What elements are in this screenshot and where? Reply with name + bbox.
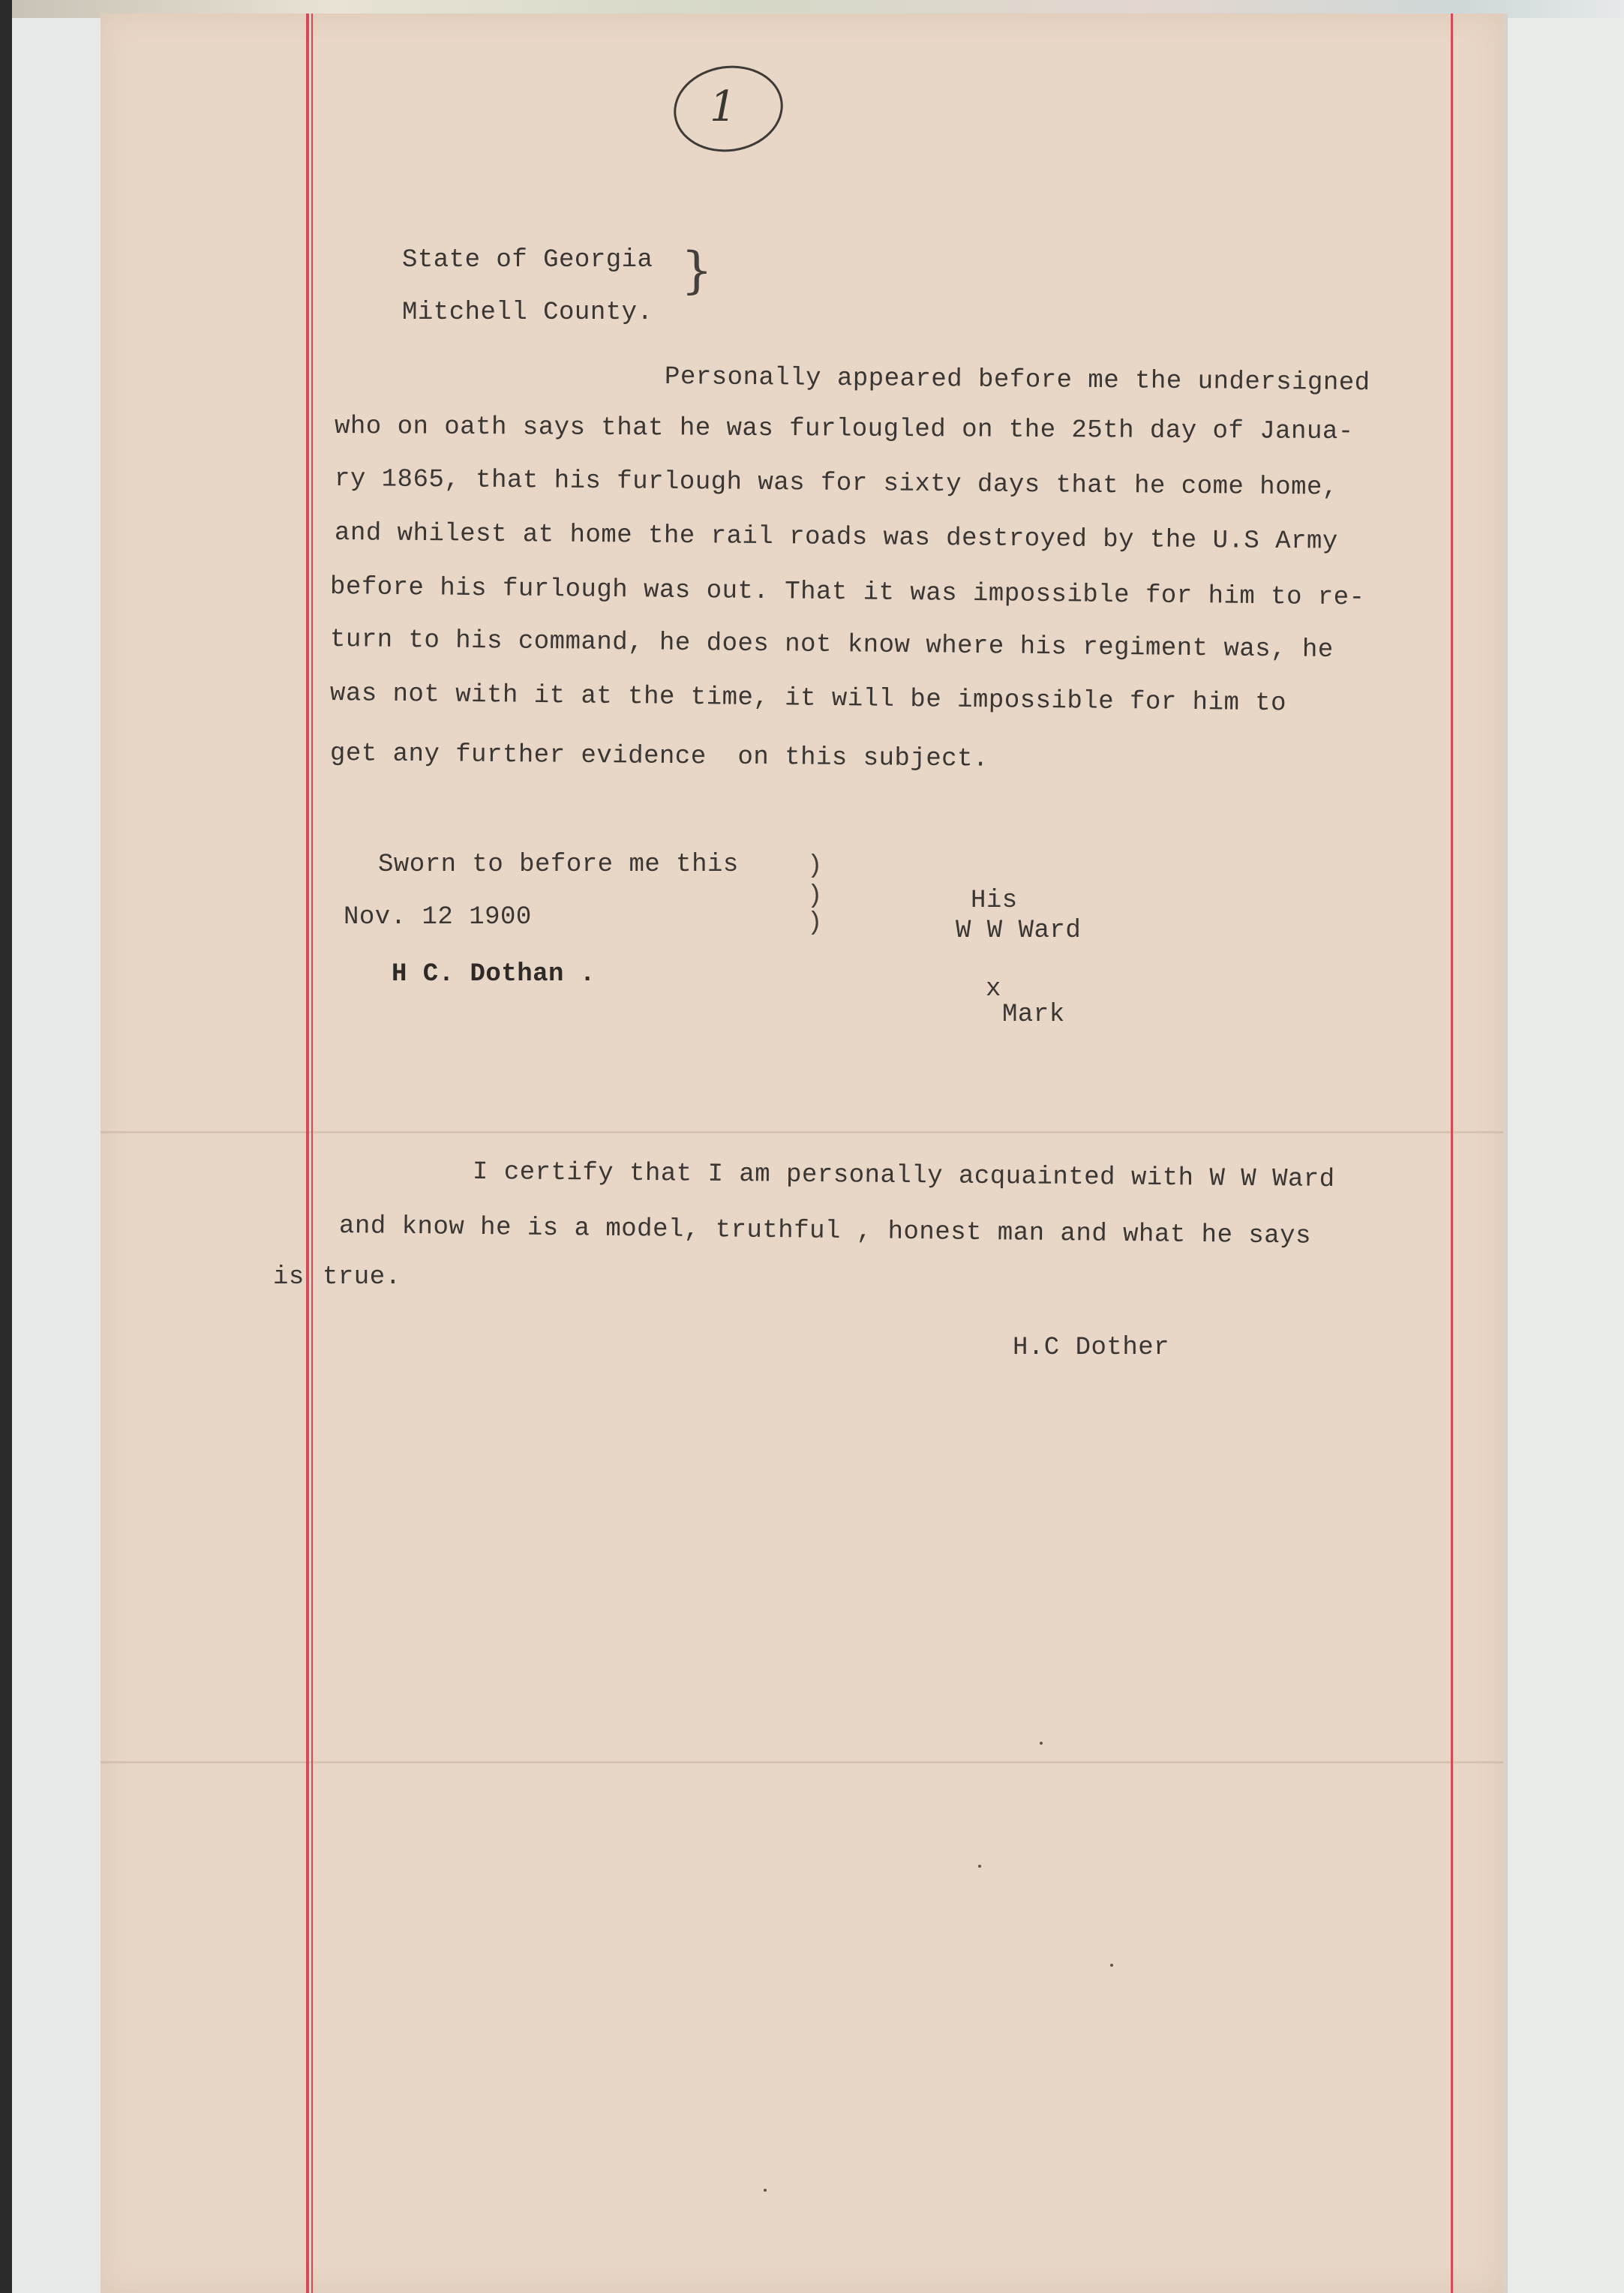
jurat-date: Nov. 12 1900 [344, 903, 532, 932]
paren: ) [807, 882, 823, 911]
ink-speck [1110, 1964, 1113, 1967]
ink-speck [764, 2189, 767, 2192]
certification-line: I certify that I am personally acquainted with W W Ward [472, 1158, 1335, 1195]
header-county: Mitchell County. [402, 299, 653, 327]
jurat-line: Sworn to before me this [378, 851, 739, 879]
body-line: get any further evidence on this subject. [329, 740, 989, 774]
jurat-officer: H C. Dothan . [392, 960, 596, 989]
paren: ) [807, 909, 823, 938]
signature-his: His [971, 887, 1018, 915]
header-brace: } [681, 242, 713, 299]
document-page [101, 14, 1503, 2293]
ink-speck [1040, 1742, 1043, 1745]
certification-prefix: is [273, 1263, 305, 1292]
body-line: was not with it at the time, it will be impossible for him to [329, 680, 1287, 719]
signature-mark: Mark [1002, 1001, 1065, 1029]
right-margin-line [1451, 14, 1453, 2293]
body-line: and whilest at home the rail roads was destroyed by the U.S Army [334, 519, 1338, 557]
signature-name: W W Ward [956, 917, 1082, 945]
scan-background [12, 0, 101, 2293]
page-number: 1 [710, 83, 737, 131]
scan-edge [0, 0, 12, 2293]
certification-line: true. [323, 1263, 401, 1292]
left-margin-line-inner [311, 14, 313, 2293]
paper-edge [1503, 14, 1508, 2293]
signature-x: x [986, 975, 1001, 1004]
certification-signer: H.C Dother [1013, 1334, 1170, 1362]
body-line: Personally appeared before me the undersigned [664, 363, 1370, 398]
body-line: turn to his command, he does not know where his regiment was, he [329, 626, 1334, 665]
body-line: ry 1865, that his furlough was for sixty days that he come home, [334, 465, 1338, 503]
ink-speck [978, 1865, 981, 1868]
paren: ) [807, 852, 823, 881]
left-margin-line [306, 14, 309, 2293]
certification-line: and know he is a model, truthful , honest man and what he says [338, 1212, 1312, 1251]
body-line: before his furlough was out. That it was impossible for him to re- [329, 573, 1365, 613]
header-state: State of Georgia [402, 246, 653, 275]
body-line: who on oath says that he was furlougled on the 25th day of Janua- [334, 413, 1354, 447]
